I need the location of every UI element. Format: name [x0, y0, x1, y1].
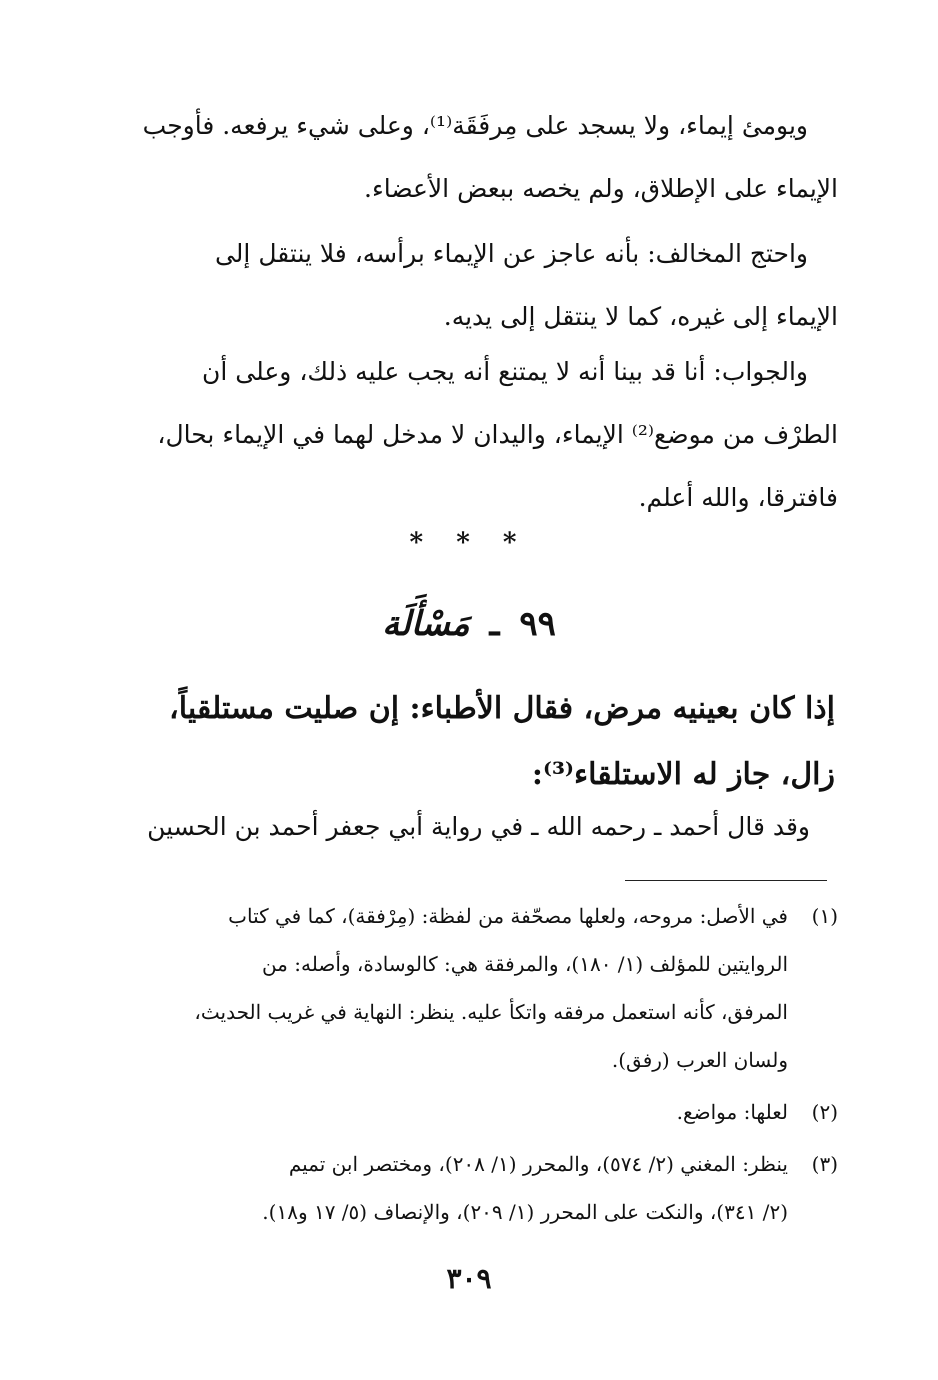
footnote-line: الروايتين للمؤلف (١/ ١٨٠)، والمرفقة هي: كالوسادة، وأصله: من	[261, 952, 788, 976]
footnote-line: ولسان العرب (رفق).	[611, 1048, 788, 1072]
paragraph-line: الطرْف من موضع⁽²⁾ الإيماء، واليدان لا مدخل لهما في الإيماء بحال،	[157, 420, 838, 449]
footnote-body	[120, 1140, 788, 1236]
footnotes	[120, 892, 838, 1240]
paragraph-line: الإيماء إلى غيره، كما لا ينتقل إلى يديه.	[443, 302, 838, 331]
question-line: إذا كان بعينيه مرض، فقال الأطباء: إن صليت مستلقياً،	[169, 691, 835, 726]
masala-word: مَسْأَلَة	[382, 604, 470, 644]
footnote-body	[120, 1088, 788, 1136]
footnote-number: (١)	[811, 904, 838, 928]
footnote-divider	[625, 880, 827, 881]
footnote-line: المرفق، كأنه استعمل مرفقه واتكأ عليه. ينظر: النهاية في غريب الحديث،	[194, 1000, 788, 1024]
paragraph-line: فافترقا، والله أعلم.	[638, 483, 838, 512]
body-text-line: وقد قال أحمد ـ رحمه الله ـ في رواية أبي جعفر أحمد بن الحسين	[147, 812, 810, 841]
masala-number: ٩٩	[519, 604, 556, 644]
masala-dash: ـ	[489, 604, 500, 644]
paragraph-line: الإيماء على الإطلاق، ولم يخصه ببعض الأعضاء.	[364, 174, 838, 203]
footnote-number: (٣)	[811, 1152, 838, 1176]
paragraph-line: ويومئ إيماء، ولا يسجد على مِرفَقَة⁽¹⁾، وعلى شيء يرفعه. فأوجب	[142, 111, 808, 140]
masala-question	[140, 676, 835, 808]
footnote-number: (٢)	[811, 1100, 838, 1124]
footnote-body	[120, 892, 788, 1084]
paragraph-1	[128, 94, 838, 220]
paragraph-line: واحتج المخالف: بأنه عاجز عن الإيماء برأسه، فلا ينتقل إلى	[214, 239, 808, 268]
footnote-3	[120, 1140, 838, 1236]
footnote-line: في الأصل: مروحه، ولعلها مصحّفة من لفظة: (مِرْفقة)، كما في كتاب	[228, 904, 788, 928]
paragraph-2	[128, 222, 838, 348]
page-number: ٣٠٩	[446, 1262, 492, 1295]
question-line: زال، جاز له الاستلقاء⁽³⁾:	[531, 757, 835, 792]
footnote-line: لعلها: مواضع.	[676, 1100, 788, 1124]
paragraph-line: والجواب: أنا قد بينا أنه لا يمتنع أنه يجب عليه ذلك، وعلى أن	[202, 357, 808, 386]
footnote-line: ينظر: المغني (٢/ ٥٧٤)، والمحرر (١/ ٢٠٨)، ومختصر ابن تميم	[288, 1152, 788, 1176]
section-separator: * * *	[409, 528, 529, 558]
footnote-line: (٢/ ٣٤١)، والنكت على المحرر (١/ ٢٠٩)، والإنصاف (٥/ ١٧ و١٨).	[262, 1200, 788, 1224]
footnote-2	[120, 1088, 838, 1136]
footnote-1	[120, 892, 838, 1084]
paragraph-3	[128, 340, 838, 529]
masala-heading	[0, 594, 938, 654]
